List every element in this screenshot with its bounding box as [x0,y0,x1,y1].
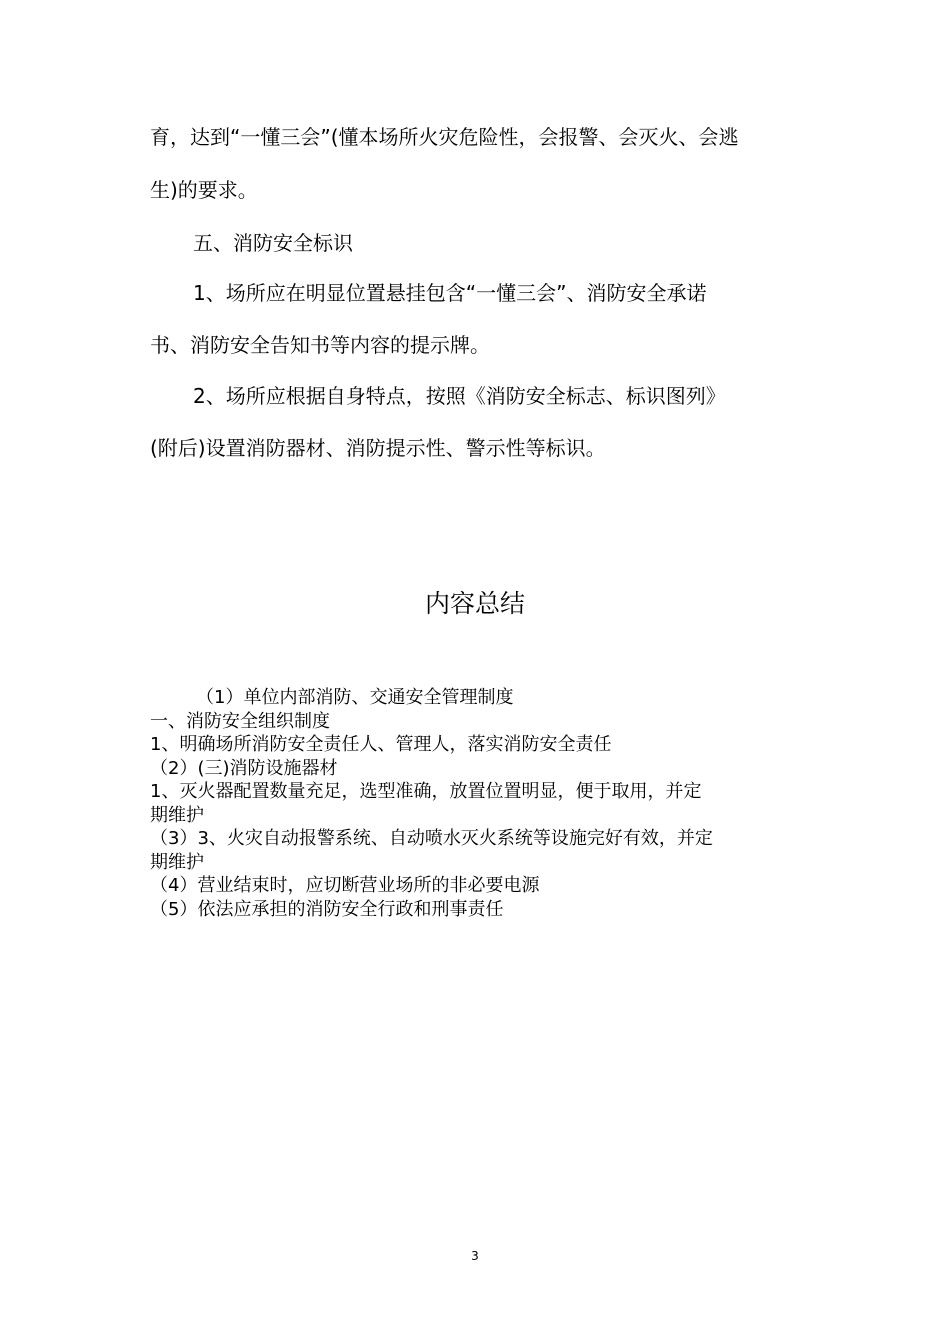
list-item-line: 2、场所应根据自身特点，按照《消防安全标志、标识图列》 [193,384,726,408]
summary-line: （5）依法应承担的消防安全行政和刑事责任 [150,898,504,920]
summary-line: 期维护 [150,804,204,826]
summary-line: 1、明确场所消防安全责任人、管理人，落实消防安全责任 [150,734,612,755]
summary-line: （2）(三)消防设施器材 [150,757,338,779]
summary-line: 1、灭火器配置数量充足，选型准确，放置位置明显，便于取用，并定 [150,781,702,802]
list-item-line: (附后)设置消防器材、消防提示性、警示性等标识。 [150,436,606,460]
list-item-line: 书、消防安全告知书等内容的提示牌。 [150,333,490,357]
paragraph-line: 生)的要求。 [150,178,258,202]
summary-block [150,686,810,921]
summary-title: 内容总结 [424,589,525,618]
summary-line: 一、消防安全组织制度 [150,710,330,732]
summary-line: （1）单位内部消防、交通安全管理制度 [196,687,514,708]
paragraph-line: 育，达到“一懂三会”(懂本场所火灾危险性，会报警、会灭火、会逃 [150,125,739,149]
summary-line: 期维护 [150,851,204,873]
list-item-line: 1、场所应在明显位置悬挂包含“一懂三会”、消防安全承诺 [193,281,707,305]
section-heading: 五、消防安全标识 [193,231,353,255]
summary-line: （3）3、火灾自动报警系统、自动喷水灭火系统等设施完好有效，并定 [150,828,713,849]
page-number: 3 [471,1249,479,1263]
summary-line: （4）营业结束时，应切断营业场所的非必要电源 [150,875,540,896]
